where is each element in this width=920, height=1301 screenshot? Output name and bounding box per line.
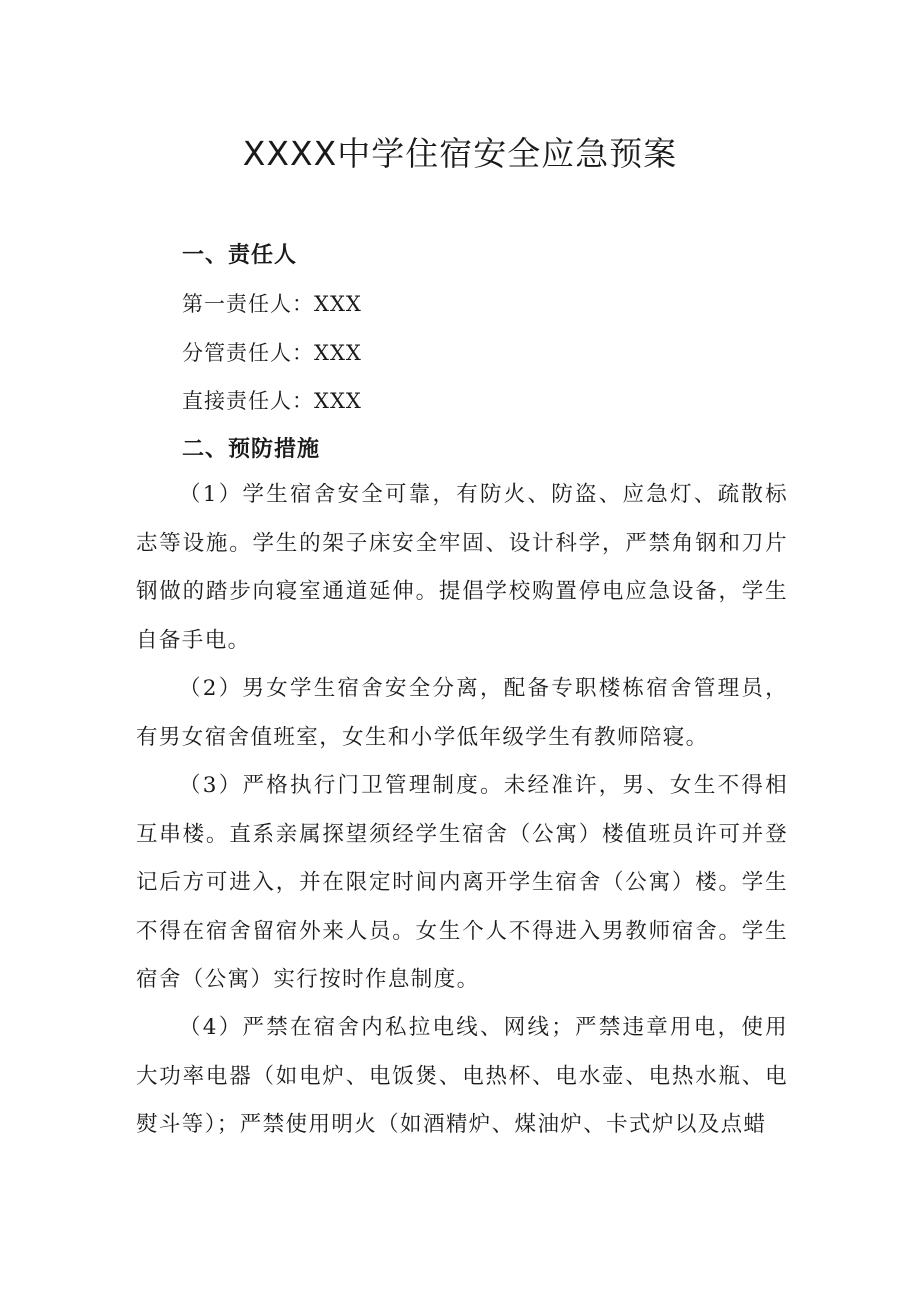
paragraph-measure-1: （1）学生宿舍安全可靠，有防火、防盗、应急灯、疏散标志等设施。学生的架子床安全牢固、设计科学，严禁角钢和刀片钢做的踏步向寝室通道延伸。提倡学校购置停电应急设备，学生自备手电。 xyxy=(136,482,788,653)
section-heading-responsible-persons: 一、责任人 xyxy=(182,243,298,268)
paragraph-measure-2: （2）男女学生宿舍安全分离，配备专职楼栋宿舍管理员，有男女宿舍值班室，女生和小学低年级学生有教师陪寝。 xyxy=(136,676,788,750)
first-responsible-person: 第一责任人：XXX xyxy=(182,292,362,316)
supervising-responsible-person: 分管责任人：XXX xyxy=(182,341,362,365)
document-title: XXXX中学住宿安全应急预案 xyxy=(242,134,678,173)
paragraph-measure-3: （3）严格执行门卫管理制度。未经准许，男、女生不得相互串楼。直系亲属探望须经学生宿舍（公寓）楼值班员许可并登记后方可进入，并在限定时间内离开学生宿舍（公寓）楼。学生不得在宿舍留宿外来人员。女生个人不得进入男教师宿舍。学生宿舍（公寓）实行按时作息制度。 xyxy=(136,773,788,992)
direct-responsible-person: 直接责任人：XXX xyxy=(182,389,362,413)
paragraph-measure-4: （4）严禁在宿舍内私拉电线、网线；严禁违章用电，使用大功率电器（如电炉、电饭煲、电热杯、电水壶、电热水瓶、电熨斗等）；严禁使用明火（如酒精炉、煤油炉、卡式炉以及点蜡 xyxy=(136,1015,788,1137)
section-heading-prevention-measures: 二、预防措施 xyxy=(182,437,321,462)
